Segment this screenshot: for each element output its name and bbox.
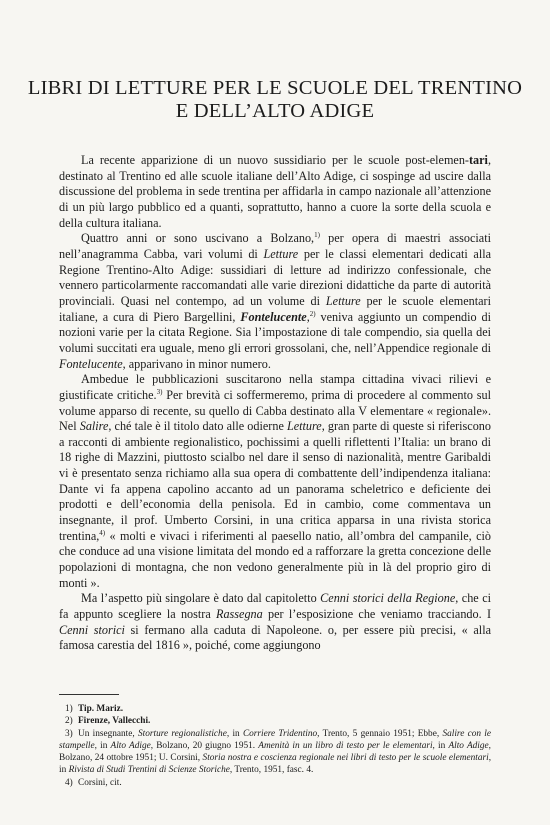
paragraph-1 [59, 153, 491, 231]
text-run: , gran parte di queste si riferiscono a racconti di ambiente regionalistico, pochissimi a quelli riflettenti l’Italia: un brano di 18 righe di Mazzini, piuttosto scialbo nel dare il senso di nazionalità, mentre Garibaldi vi è presentato senza richiamo alla sua opera di combattente dell’indipendenza italiana: Dante vi fa appena capolino accanto ad un panorama scheletrico e deficiente dei prodotti e dell’economia della penisola. Ed in cambio, come commentava un insegnante, il prof. Umberto Corsini, in una critica apparsa in una rivista storica trentina, [59, 419, 491, 543]
footnote-3 [59, 728, 491, 777]
text-run: , che ci fa appunto scegliere la nostra [59, 591, 491, 622]
footnote-text: , Bolzano, 20 giugno 1951. [150, 740, 259, 751]
text-run-italic: Cenni storici della Regione [320, 591, 456, 606]
text-run: « molti e vivaci i riferimenti al paesello natio, all’ombra del campanile, ciò che conduce ad una visione limitata del mondo ed a rafforzare la gretta concezione delle popolazioni di montagna, che non vedono generalmente più in là del proprio giro di monti ». [59, 528, 491, 590]
footnote-ref: 2) [309, 309, 316, 318]
text-run: , destinato al Trentino ed alle scuole italiane dell’Alto Adige, ci sospinge ad uscire dalla discussione del problema in sede trentina per affidarla in campo nazionale all’attenzione di un più largo pubblico ed a quanti, soprattutto, hanno a cuore la sorte della scuola e della cultura italiana. [59, 153, 491, 230]
paragraph-4 [59, 591, 491, 654]
footnote-text: , Trento, 5 gennaio 1951; [317, 728, 418, 739]
text-run-italic: Letture [263, 246, 299, 261]
text-run: per l’esposizione che veniamo tracciando. I [262, 607, 491, 622]
text-run-bold: tari [469, 153, 488, 167]
text-run: Ma l’aspetto più singolare è dato dal capitoletto [81, 591, 321, 606]
footnote-text-italic: Rivista di Studi Trentini di Scienze Storiche [68, 765, 230, 776]
text-run-italic: Letture [325, 293, 361, 308]
footnote-ref: 1) [314, 231, 320, 240]
footnote-text: Tip. Mariz. [78, 704, 124, 714]
footnote-text-italic: Amenità in un libro di testo per le elementari [258, 740, 433, 751]
footnote-text: Ebbe [417, 728, 437, 739]
title-line-1: LIBRI DI LETTURE PER LE SCUOLE DEL TRENTINO [27, 77, 523, 99]
text-run: , ché tale è il titolo dato alle odierne [108, 419, 287, 434]
footnote-text-italic: Salire con le stampelle [59, 728, 491, 751]
footnote-number: 1) [65, 704, 73, 714]
footnote-text: , in [59, 753, 492, 776]
footnote-text: Firenze, Vallecchi. [78, 716, 151, 727]
footnote-text: , [197, 753, 203, 764]
text-run-italic: Fontelucente [59, 356, 123, 371]
text-run-italic: Salire [79, 419, 109, 434]
footnote-text: Corsini [170, 753, 198, 764]
footnote-1 [59, 703, 491, 715]
article-body [59, 153, 491, 654]
text-run-italic: Cenni storici [59, 622, 125, 637]
paragraph-3 [59, 372, 491, 591]
footnote-text: , in [94, 740, 111, 751]
footnote-2 [59, 715, 491, 727]
footnote-text: Corsini [78, 777, 106, 788]
footnotes [59, 703, 491, 789]
footnote-text: , in [432, 740, 449, 751]
footnote-ref: 4) [99, 528, 106, 537]
footnote-separator [59, 694, 119, 695]
text-run: , apparivano in minor numero. [122, 356, 271, 371]
footnote-text: , Trento, 1951, fasc. 4. [229, 765, 314, 776]
text-run: Per brevità ci soffermeremo, prima di procedere al commento sul volume apparso di recente, su quello di Cabba destinato alla V elementare « regionale». Nel [59, 387, 492, 434]
text-run: , [306, 309, 310, 324]
text-run: La recente apparizione di un nuovo sussidiario per le scuole post-elemen- [81, 153, 469, 167]
footnote-ref: 3) [156, 387, 163, 396]
text-run-italic: Letture [286, 419, 322, 434]
footnote-text: , Bolzano, 24 ottobre 1951; U. [59, 740, 491, 764]
footnote-text: Un insegnante, [78, 728, 138, 739]
text-run: si fermano alla caduta di Napoleone. o, per essere più precisi, « alla famosa carestia del 1816 », poiché, come aggiungono [59, 622, 491, 653]
text-run: per le scuole elementari italiane, a cura di Piero Bargellini, [59, 293, 491, 324]
footnote-number: 3) [65, 728, 73, 739]
footnote-text-italic: Storture regionalistiche [138, 728, 227, 739]
text-run-bold-italic: Fontelucente [240, 309, 307, 324]
footnote-text-italic: Corriere Tridentino [242, 728, 318, 739]
footnote-text-italic: Storia nostra e coscienza regionale nei libri di testo per le scuole elementari [202, 753, 489, 764]
text-run: per opera di maestri associati nell’anagramma Cabba, vari volumi di [59, 231, 491, 261]
footnote-text-italic: Alto Adige [110, 740, 151, 751]
footnote-text: , in [226, 728, 243, 739]
text-run: Ambedue le pubblicazioni suscitarono nella stampa cittadina vivaci rilievi e giustificate critiche. [59, 372, 491, 402]
footnote-text-italic: Alto Adige [448, 740, 489, 751]
footnote-number: 2) [65, 716, 73, 727]
text-run: per le classi elementari dedicati alla Regione Trentino-Alto Adige: sussidiari di letture ad indirizzo confessionale, che vennero particolarmente raccomandati alle varie direzioni didattiche da parte di autorità provinciali. Quasi nel contempo, ad un volume di [59, 246, 491, 308]
text-run: veniva aggiunto un compendio di nozioni varie per la citata Regione. Sia l’impostazione di tale compendio, sia quella dei volumi succitati era uguale, meno gli errori grossolani, che, nell’Appendice regionale di [59, 309, 491, 355]
text-run: Quattro anni or sono uscivano a Bolzano, [81, 231, 315, 246]
footnote-4 [59, 777, 491, 789]
title-line-2: E DELL’ALTO ADIGE [175, 100, 375, 122]
footnote-text: , cit. [105, 777, 122, 788]
paragraph-2 [59, 231, 491, 372]
footnote-number: 4) [65, 777, 73, 788]
page-title [0, 77, 550, 123]
text-run-italic: Rassegna [216, 607, 263, 622]
footnote-text: , [436, 728, 443, 739]
